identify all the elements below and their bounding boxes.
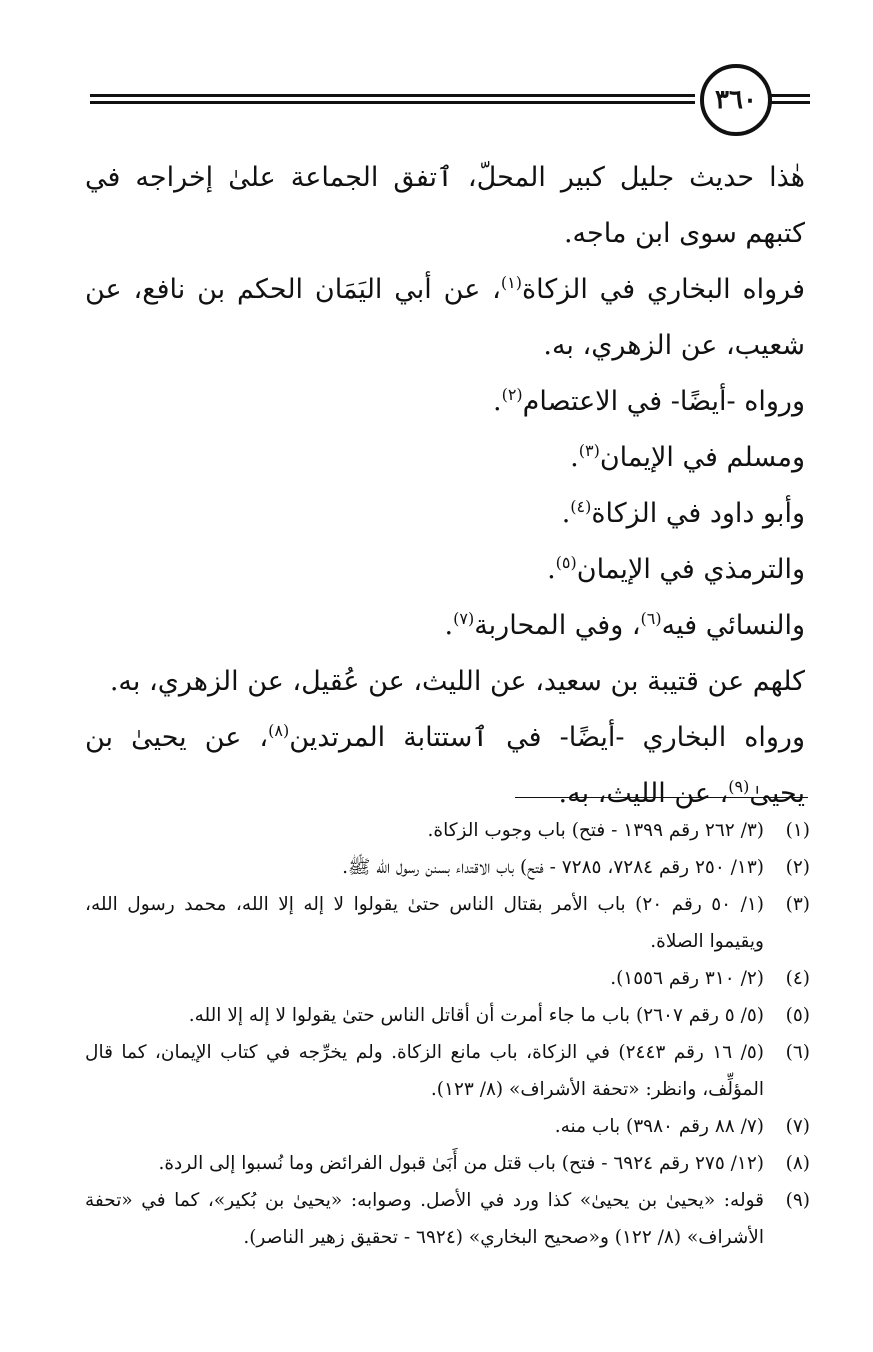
footnote-text: (١٢/ ٢٧٥ رقم ٦٩٢٤ - فتح) باب قتل من أَبَىٰ قبول الفرائض وما نُسبوا إلى الردة. xyxy=(158,1153,764,1174)
footnote-ref-6: (٦) xyxy=(640,609,662,628)
paragraph-7-text-b: ، وفي المحاربة xyxy=(474,610,641,641)
page-number-circle xyxy=(700,64,772,136)
footnote-text: (٢/ ٣١٠ رقم ١٥٥٦). xyxy=(610,968,764,989)
paragraph-7-text-c: . xyxy=(444,610,454,641)
paragraph-3 xyxy=(85,374,805,430)
footnote-text: قوله: «يحيىٰ بن يحيىٰ» كذا ورد في الأصل. وصوابه: «يحيىٰ بن بُكير»، كما في «تحفة الأشراف» (٨/ ١٢٢) و«صحيح البخاري» (٦٩٢٤ - تحقيق زهير الناصر). xyxy=(85,1190,764,1248)
header-rule-bottom xyxy=(90,101,695,104)
page-number: ٣٦٠ xyxy=(715,85,757,115)
paragraph-5-text-b: . xyxy=(561,498,571,529)
footnote xyxy=(85,960,810,997)
footnote xyxy=(85,1182,810,1256)
footnote-text: (٥/ ١٦ رقم ٢٤٤٣) في الزكاة، باب مانع الزكاة. ولم يخرِّجه في كتاب الإيمان، كما قال المؤلِّف، وانظر: «تحفة الأشراف» (٨/ ١٢٣). xyxy=(85,1042,764,1100)
footnotes xyxy=(85,812,810,1256)
paragraph-8: كلهم عن قتيبة بن سعيد، عن الليث، عن عُقيل، عن الزهري، به. xyxy=(109,666,805,697)
paragraph-2-text-b: ، عن أبي اليَمَان الحكم بن نافع، عن شعيب، عن الزهري، به. xyxy=(85,274,805,361)
footnote xyxy=(85,849,810,886)
footnote-text: (١٣/ ٢٥٠ رقم ٧٢٨٤، ٧٢٨٥ - فتح) باب الاقتداء بسنن رسول الله ﷺ. xyxy=(342,857,764,878)
paragraph-4-text-a: ومسلم في الإيمان xyxy=(599,442,805,473)
footnote-number: (٩) xyxy=(785,1190,810,1211)
footnote xyxy=(85,1145,810,1182)
paragraph-7-text-a: والنسائي فيه xyxy=(661,610,805,641)
header-rule-right-top xyxy=(768,94,810,97)
footnote-number: (٥) xyxy=(785,1005,810,1026)
footnote-ref-5: (٥) xyxy=(555,553,577,572)
footnote-ref-8: (٨) xyxy=(268,721,290,740)
paragraph-6 xyxy=(85,542,805,598)
footnote-number: (٦) xyxy=(785,1042,810,1063)
paragraph-6-text-a: والترمذي في الإيمان xyxy=(576,554,805,585)
paragraph-1: هٰذا حديث جليل كبير المحلّ، ٱتفق الجماعة علىٰ إخراجه في كتبهم سوى ابن ماجه. xyxy=(85,162,805,249)
paragraph-9-text-c: ، عن الليث، به. xyxy=(558,778,729,809)
footnote-number: (٧) xyxy=(785,1116,810,1137)
footnote-ref-7: (٧) xyxy=(453,609,475,628)
footnote-divider xyxy=(515,797,808,798)
paragraph-6-text-b: . xyxy=(547,554,556,585)
footnote-number: (٢) xyxy=(785,857,810,878)
paragraph-4 xyxy=(85,430,805,486)
footnote xyxy=(85,886,810,960)
footnote-ref-2: (٢) xyxy=(501,385,523,404)
footnote-number: (٨) xyxy=(785,1153,810,1174)
paragraph-4-text-b: . xyxy=(570,442,579,473)
footnote-ref-1: (١) xyxy=(500,273,522,292)
footnote-text: (١/ ٥٠ رقم ٢٠) باب الأمر بقتال الناس حتىٰ يقولوا لا إله إلا الله، محمد رسول الله، ويقيموا الصلاة. xyxy=(85,894,764,952)
header-rule-right-bottom xyxy=(768,101,810,104)
paragraph-7 xyxy=(85,598,805,654)
footnote-number: (٣) xyxy=(785,894,810,915)
footnote xyxy=(85,1034,810,1108)
paragraph-9-text-b: ، عن يحيىٰ بن يحيىٰ xyxy=(85,722,805,809)
footnote xyxy=(85,1108,810,1145)
footnote-ref-9: (٩) xyxy=(728,777,750,796)
paragraph-2-text-a: فرواه البخاري في الزكاة xyxy=(521,274,805,305)
paragraph-9 xyxy=(85,710,805,822)
footnote xyxy=(85,812,810,849)
paragraph-5 xyxy=(85,486,805,542)
header-rule-top xyxy=(90,94,695,97)
paragraph-2 xyxy=(85,262,805,374)
footnote-number: (١) xyxy=(785,820,810,841)
footnote-text: (٣/ ٢٦٢ رقم ١٣٩٩ - فتح) باب وجوب الزكاة. xyxy=(427,820,764,841)
main-text xyxy=(85,150,805,822)
paragraph-3-text-a: ورواه -أيضًا- في الاعتصام xyxy=(522,386,805,417)
footnote-ref-3: (٣) xyxy=(578,441,600,460)
page-header xyxy=(80,70,810,140)
paragraph-5-text-a: وأبو داود في الزكاة xyxy=(591,498,805,529)
paragraph-3-text-b: . xyxy=(492,386,502,417)
footnote-number: (٤) xyxy=(785,968,810,989)
footnote-text: (٧/ ٨٨ رقم ٣٩٨٠) باب منه. xyxy=(554,1116,764,1137)
footnote-text: (٥/ ٥ رقم ٢٦٠٧) باب ما جاء أمرت أن أقاتل الناس حتىٰ يقولوا لا إله إلا الله. xyxy=(188,1005,764,1026)
footnote xyxy=(85,997,810,1034)
paragraph-9-text-a: ورواه البخاري -أيضًا- في ٱستتابة المرتدين xyxy=(289,722,805,753)
footnote-ref-4: (٤) xyxy=(570,497,592,516)
